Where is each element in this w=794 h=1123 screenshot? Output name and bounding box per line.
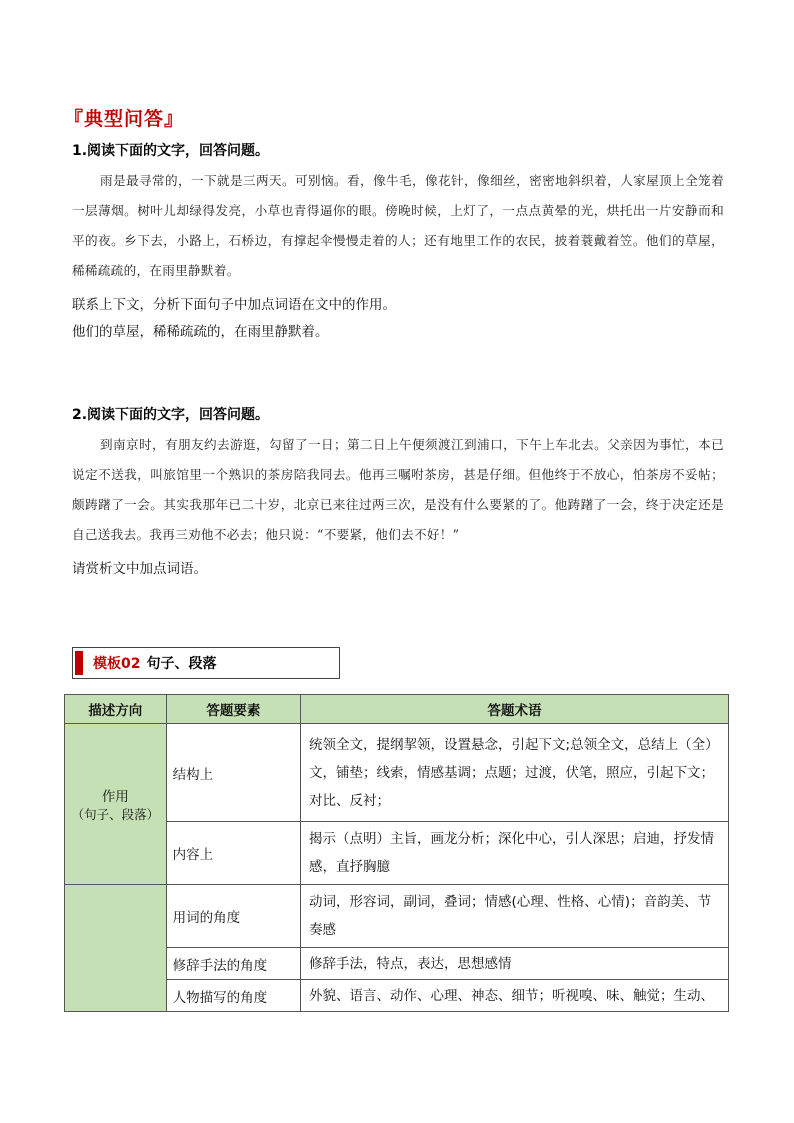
header-direction: 描述方向 bbox=[65, 695, 167, 724]
element-cell: 内容上 bbox=[166, 822, 300, 885]
term-cell: 揭示（点明）主旨，画龙分析；深化中心，引人深思；启迪，抒发情感，直抒胸臆 bbox=[301, 822, 729, 885]
answer-terms-table bbox=[64, 694, 729, 1012]
template-header bbox=[72, 647, 340, 679]
question-1-passage bbox=[72, 166, 724, 286]
passage-text: 雨是最寻常的，一下就是三两天。可别恼。看，像牛毛，像花针，像细丝，密密地斜织着，人家屋顶上全笼着一层薄烟。树叶儿却绿得发亮，小草也青得逼你的眼。傍晚时候，上灯了，一点点黄晕的光，烘托出一片安静而和平的夜。乡下去，小路上，石桥边，有撑起伞慢慢走着的人；还有地里工作的农民，披着蓑戴着笠。他们的草屋，稀稀疏疏的，在雨里静默着。 bbox=[72, 173, 724, 278]
header-term: 答题术语 bbox=[301, 695, 729, 724]
question-1-instruction: 联系上下文，分析下面句子中加点词语在文中的作用。 bbox=[72, 297, 396, 313]
template-accent-bar bbox=[75, 651, 83, 675]
direction-cell bbox=[65, 724, 167, 885]
question-2-title: 2.阅读下面的文字，回答问题。 bbox=[72, 407, 270, 423]
question-2-instruction: 请赏析文中加点词语。 bbox=[72, 561, 207, 577]
direction-cell bbox=[65, 885, 167, 1012]
template-number: 模板02 bbox=[93, 656, 141, 672]
element-cell: 用词的角度 bbox=[166, 885, 300, 948]
term-cell: 外貌、语言、动作、心理、神态、细节；听视嗅、味、触觉；生动、 bbox=[301, 980, 729, 1012]
element-cell: 修辞手法的角度 bbox=[166, 948, 300, 980]
template-name: 句子、段落 bbox=[146, 656, 217, 672]
header-element: 答题要素 bbox=[166, 695, 300, 724]
direction-sub-label: （句子、段落） bbox=[71, 807, 160, 822]
question-2-passage bbox=[72, 430, 724, 550]
table-header-row bbox=[65, 695, 729, 724]
term-cell: 统领全文，提纲挈领，设置悬念，引起下文;总领全文，总结上（全）文，铺垫；线索，情感基调；点题；过渡，伏笔，照应，引起下文；对比、反衬； bbox=[301, 724, 729, 822]
table-row bbox=[65, 885, 729, 948]
term-cell: 动词，形容词，副词，叠词；情感(心理、性格、心情)；音韵美、节奏感 bbox=[301, 885, 729, 948]
element-cell: 人物描写的角度 bbox=[166, 980, 300, 1012]
element-cell: 结构上 bbox=[166, 724, 300, 822]
passage-text: 到南京时，有朋友约去游逛，勾留了一日；第二日上午便须渡江到浦口，下午上车北去。父亲因为事忙，本已说定不送我，叫旅馆里一个熟识的茶房陪我同去。他再三嘱咐茶房，甚是仔细。但他终于不放心，怕茶房不妥帖；颇踌躇了一会。其实我那年已二十岁，北京已来往过两三次，是没有什么要紧的了。他踌躇了一会，终于决定还是自己送我去。我再三劝他不必去；他只说：“不要紧，他们去不好！” bbox=[72, 437, 724, 542]
term-cell: 修辞手法，特点，表达，思想感情 bbox=[301, 948, 729, 980]
question-1-sentence: 他们的草屋，稀稀疏疏的，在雨里静默着。 bbox=[72, 324, 329, 340]
question-1-title: 1.阅读下面的文字，回答问题。 bbox=[72, 143, 270, 159]
direction-label: 作用 bbox=[101, 789, 129, 805]
table-row bbox=[65, 724, 729, 822]
section-title: 『典型问答』 bbox=[64, 108, 185, 130]
